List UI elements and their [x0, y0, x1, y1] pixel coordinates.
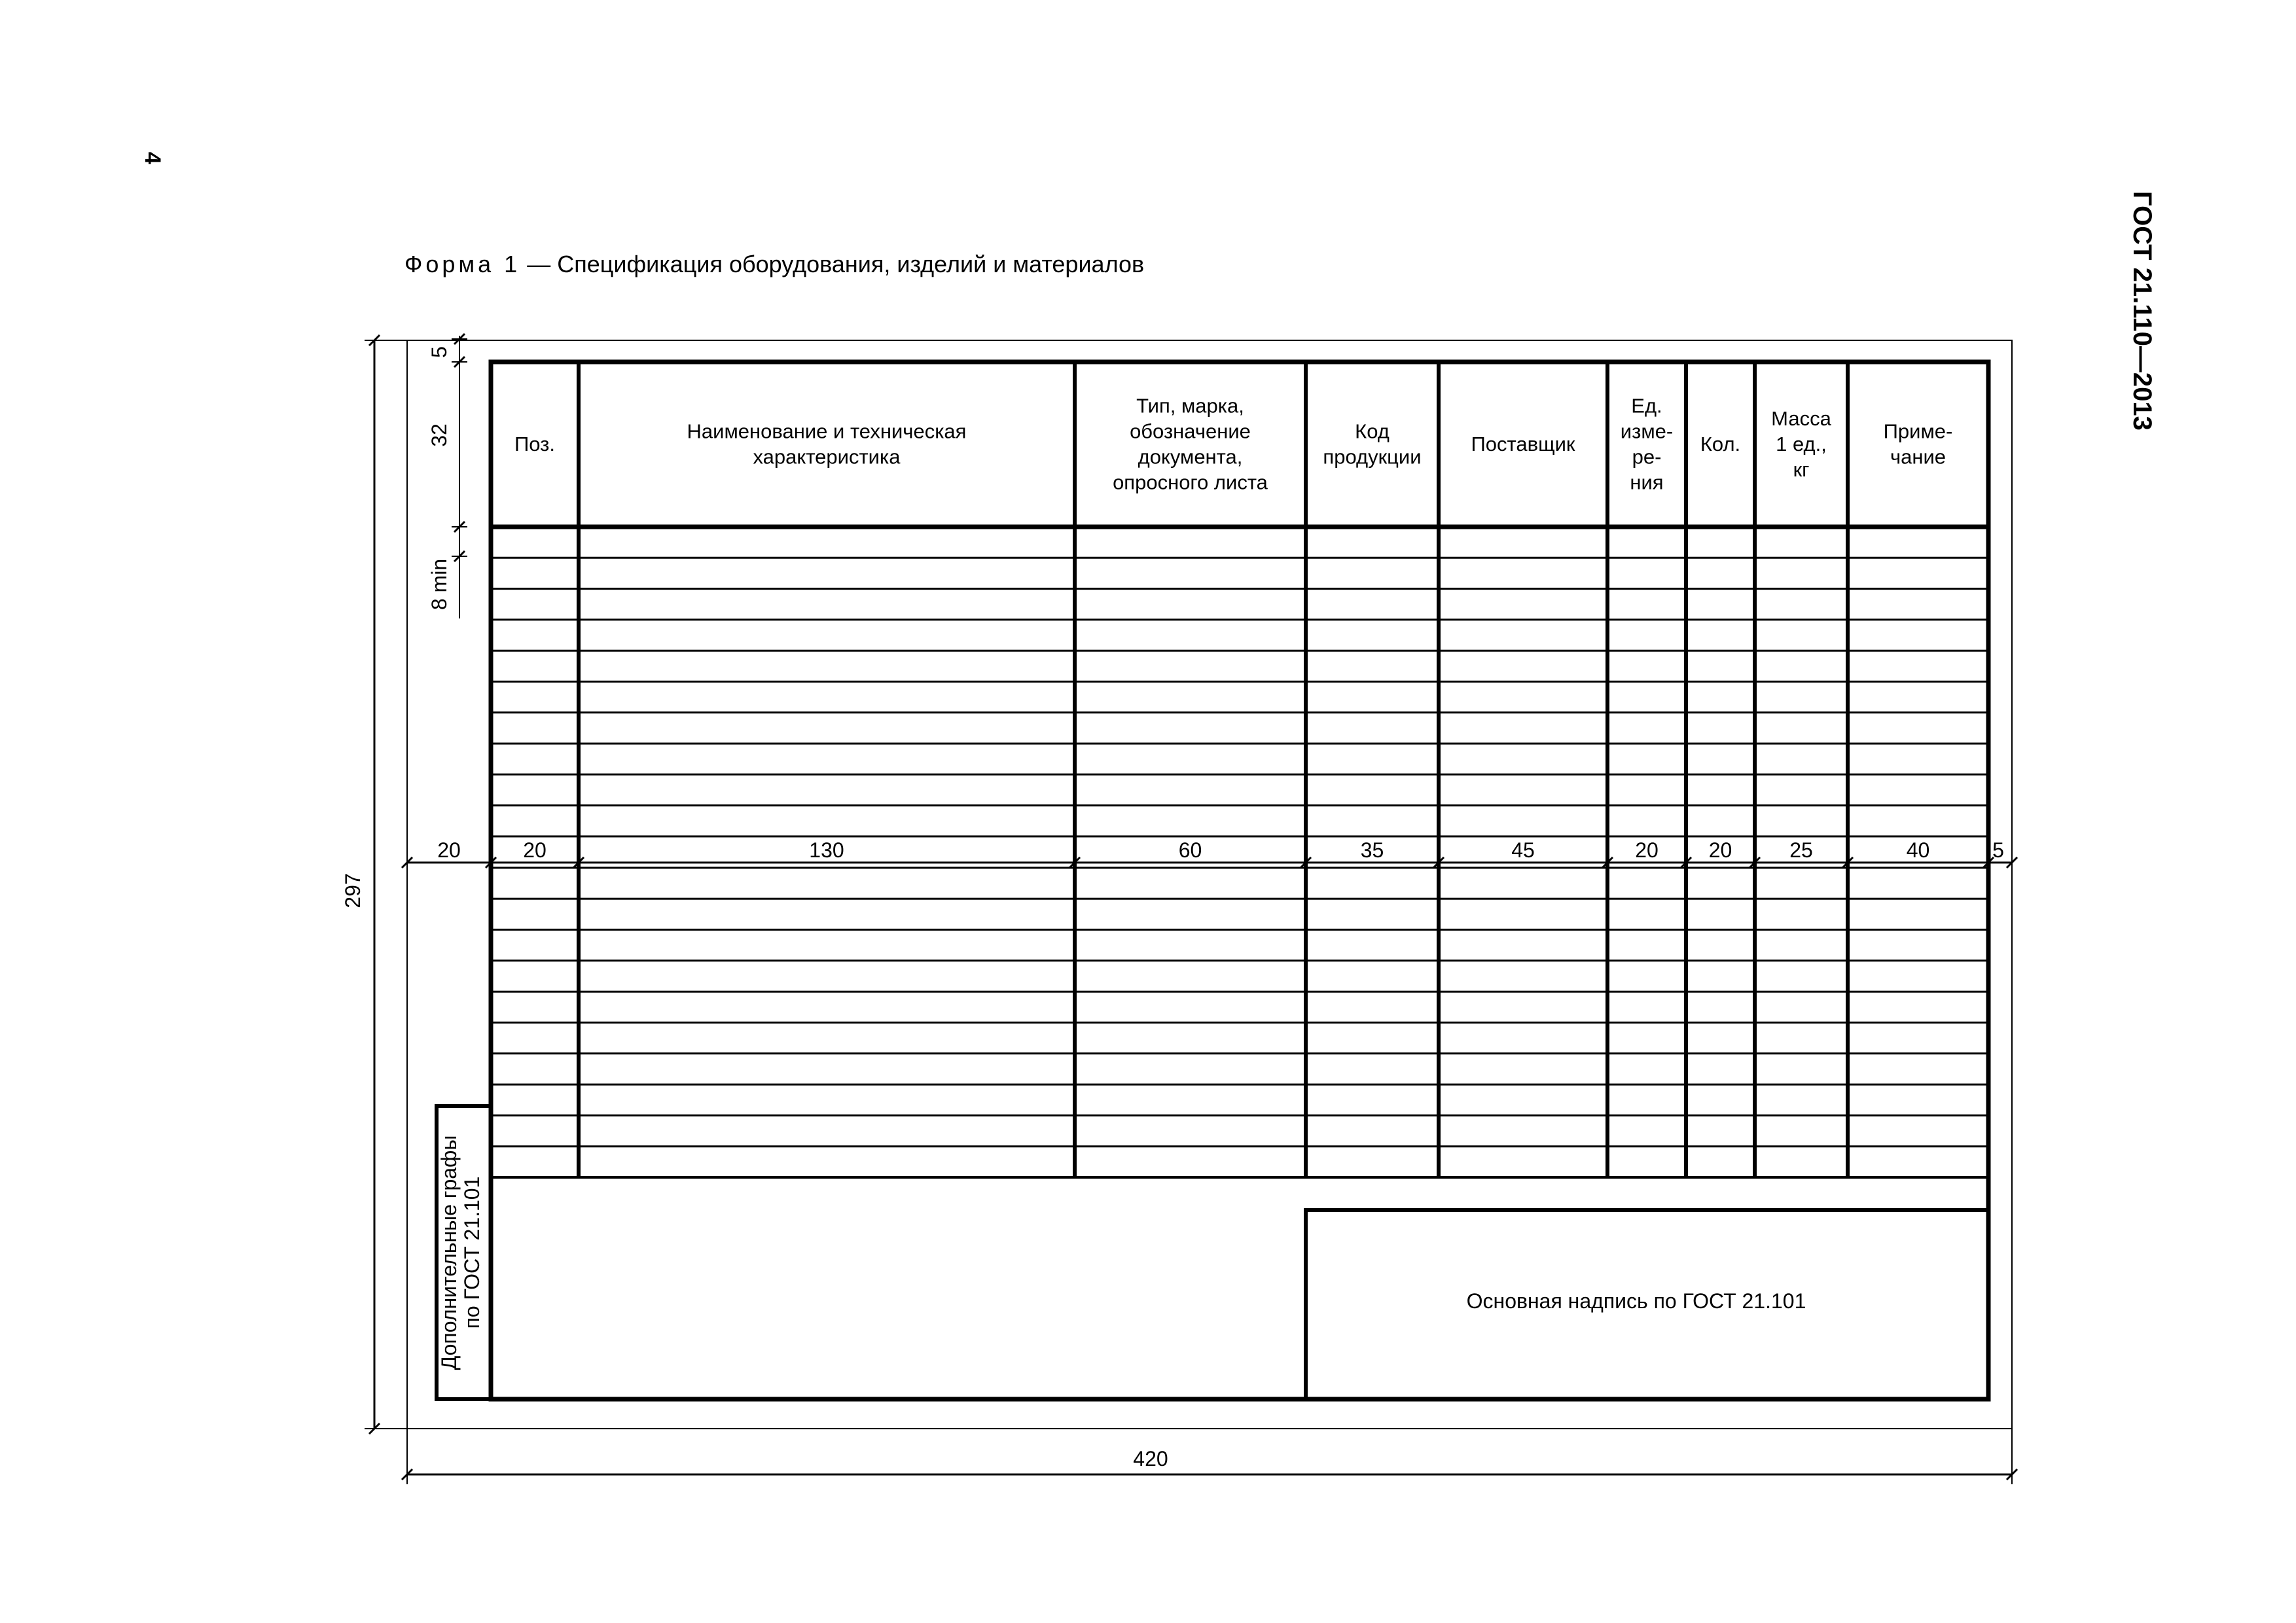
- column-width-label: 35: [1360, 838, 1384, 862]
- column-width-label: 20: [1708, 838, 1732, 862]
- column-header-unit: ре-: [1632, 445, 1662, 469]
- column-header-unit: ния: [1630, 471, 1664, 494]
- column-width-label: 5: [1992, 838, 2004, 862]
- sheet-frame: [407, 340, 2012, 1429]
- column-header-code: Код: [1355, 419, 1390, 443]
- column-header-mass: кг: [1793, 458, 1810, 481]
- column-header-note: Приме-: [1883, 419, 1953, 443]
- header-height-label: 32: [427, 423, 451, 447]
- sheet-width-label: 420: [1133, 1447, 1168, 1471]
- column-header-unit: изме-: [1620, 419, 1674, 443]
- form-title: Спецификация оборудования, изделий и материалов: [557, 251, 1145, 277]
- form-label: Форма 1: [404, 251, 521, 277]
- column-header-name: Наименование и техническая: [687, 419, 967, 443]
- caption-dash: —: [527, 251, 551, 277]
- column-header-mass: Масса: [1771, 407, 1831, 430]
- row-height-label: 8 min: [427, 558, 451, 611]
- column-width-label: 20: [523, 838, 547, 862]
- sheet-height-label: 297: [341, 873, 365, 908]
- column-header-type: обозначение: [1130, 419, 1251, 443]
- column-header-code: продукции: [1323, 445, 1422, 469]
- column-header-qty: Кол.: [1700, 433, 1741, 455]
- column-header-type: Тип, марка,: [1136, 394, 1244, 418]
- column-header-name: характеристика: [753, 445, 901, 469]
- standard-id: ГОСТ 21.110—2013: [2128, 191, 2157, 431]
- table-header: [514, 395, 1952, 494]
- page-number: 4: [140, 152, 165, 164]
- column-width-label: 20: [437, 838, 461, 862]
- column-header-type: документа,: [1138, 445, 1243, 469]
- header-margin-label: 5: [427, 346, 451, 358]
- column-header-pos: Поз.: [514, 433, 555, 455]
- column-width-label: 40: [1906, 838, 1930, 862]
- column-header-unit: Ед.: [1631, 394, 1662, 418]
- column-width-label: 45: [1511, 838, 1535, 862]
- column-header-mass: 1 ед.,: [1776, 433, 1827, 455]
- column-width-label: 60: [1178, 838, 1202, 862]
- column-header-supplier: Поставщик: [1471, 433, 1575, 455]
- column-header-note: чание: [1890, 445, 1946, 469]
- additional-columns-text: Дополнительные графы: [437, 1135, 461, 1370]
- column-width-label: 20: [1635, 838, 1659, 862]
- spec-table-grid: [491, 362, 1988, 1399]
- main-inscription-text: Основная надпись по ГОСТ 21.101: [1466, 1289, 1806, 1313]
- column-header-type: опросного листа: [1113, 471, 1268, 494]
- additional-columns-text: по ГОСТ 21.101: [460, 1176, 484, 1329]
- column-width-label: 130: [809, 838, 844, 862]
- column-width-label: 25: [1789, 838, 1813, 862]
- sheet-outline: [407, 340, 2012, 1429]
- inner-frame: [491, 362, 1988, 1399]
